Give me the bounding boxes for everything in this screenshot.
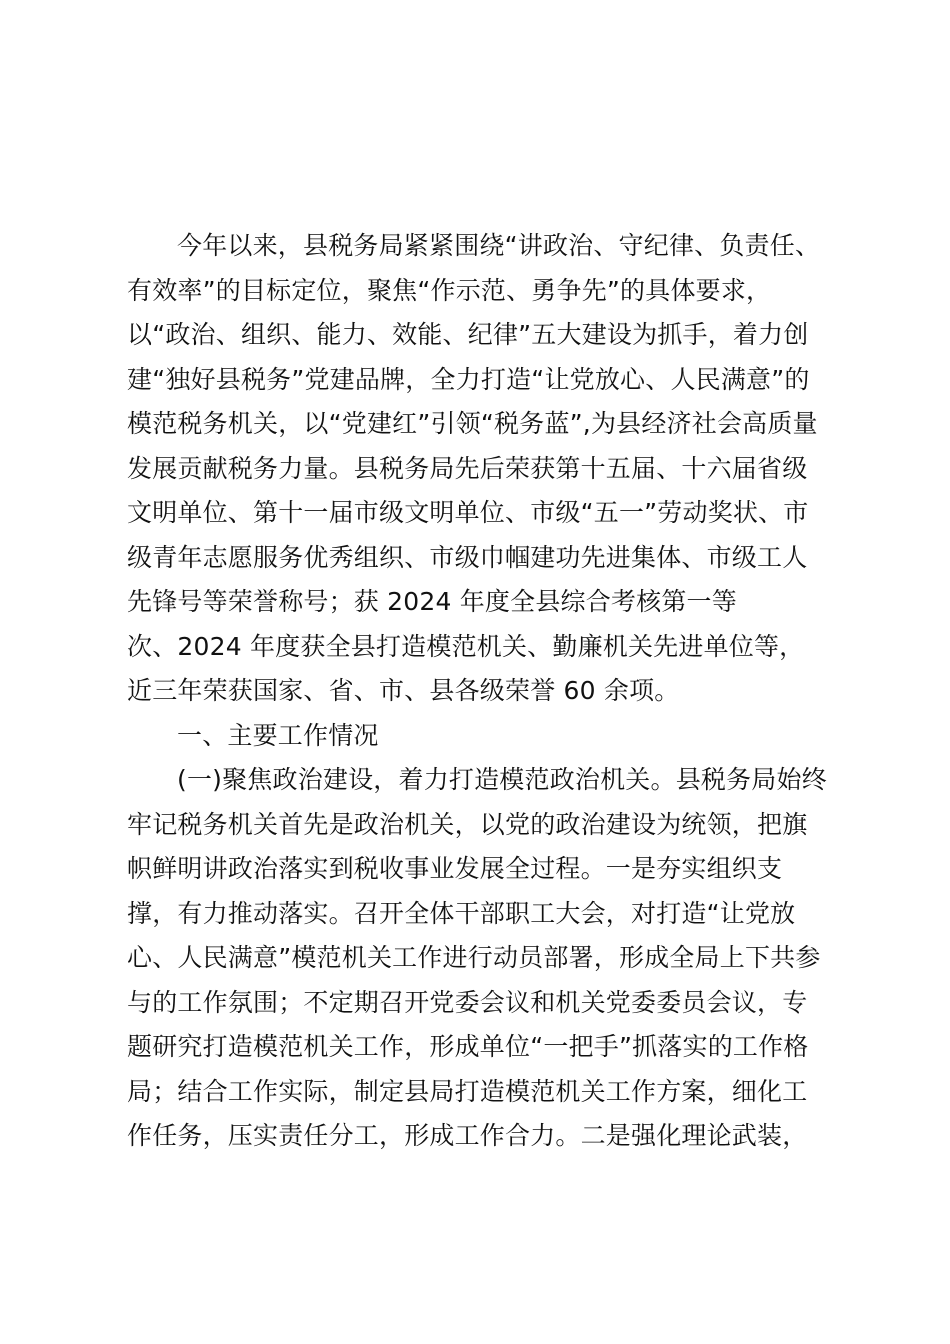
text-line: 牢记税务机关首先是政治机关，以党的政治建设为统领，把旗 [127, 809, 808, 839]
text-line: 有效率”的目标定位，聚焦“作示范、勇争先”的具体要求， [127, 275, 772, 305]
text-line: 以“政治、组织、能力、效能、纪律”五大建设为抓手，着力创 [127, 320, 809, 349]
text-line: 文明单位、第十一届市级文明单位、市级“五一”劳动奖状、市 [127, 498, 809, 527]
text-line: 题研究打造模范机关工作，形成单位“一把手”抓落实的工作格 [127, 1032, 809, 1061]
text-line: 次、2024 年度获全县打造模范机关、勤廉机关先进单位等， [127, 631, 805, 661]
text-line: 作任务，压实责任分工，形成工作合力。二是强化理论武装， [127, 1121, 808, 1150]
text-line: 撑，有力推动落实。召开全体干部职工大会，对打造“让党放 [127, 898, 796, 928]
text-line: 级青年志愿服务优秀组织、市级巾帼建功先进集体、市级工人 [127, 542, 808, 572]
text-line: 帜鲜明讲政治落实到税收事业发展全过程。一是夯实组织支 [127, 854, 783, 883]
text-line: 局；结合工作实际，制定县局打造模范机关工作方案，细化工 [127, 1076, 808, 1106]
text-line: 先锋号等荣誉称号；获 2024 年度全县综合考核第一等 [127, 587, 737, 616]
subsection-heading: (一)聚焦政治建设，着力打造模范政治机关。县税务局始终 [177, 765, 827, 794]
body-text [127, 224, 847, 1159]
text-line: 模范税务机关，以“党建红”引领“税务蓝”,为县经济社会高质量 [127, 409, 818, 438]
text-line: 与的工作氛围；不定期召开党委会议和机关党委委员会议，专 [127, 987, 808, 1017]
text-line: 建“独好县税务”党建品牌，全力打造“让党放心、人民满意”的 [127, 364, 810, 394]
section-heading: 一、主要工作情况 [177, 720, 379, 750]
text-line: 心、人民满意”模范机关工作进行动员部署，形成全局上下共参 [127, 943, 821, 972]
text-line: 今年以来，县税务局紧紧围绕“讲政治、守纪律、负责任、 [177, 231, 821, 260]
text-line: 近三年荣获国家、省、市、县各级荣誉 60 余项。 [127, 676, 680, 705]
text-line: 发展贡献税务力量。县税务局先后荣获第十五届、十六届省级 [127, 453, 808, 483]
